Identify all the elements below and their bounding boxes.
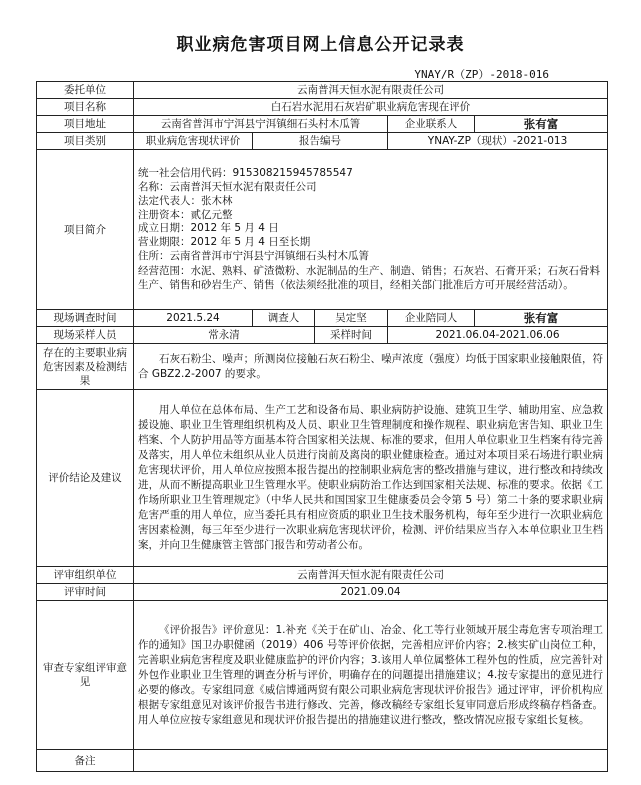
hazards-text: 石灰石粉尘、噪声；所测岗位接触石灰石粉尘、噪声浓度（强度）均低于国家职业接触限值，符合 GBZ2.2-2007 的要求。 (138, 352, 604, 380)
value-remark (134, 750, 608, 772)
document-title: 职业病危害项目网上信息公开记录表 (176, 35, 465, 55)
value-project-address: 云南省普洱市宁洱县宁洱镇细石头村木瓜箐 (134, 116, 388, 133)
row-review-opinion (37, 601, 608, 750)
value-sampling-time: 2021.06.04-2021.06.06 (388, 327, 608, 344)
row-review-time (37, 584, 608, 601)
label-intro: 项目简介 (37, 150, 134, 310)
value-client: 云南普洱天恒水泥有限责任公司 (134, 82, 608, 99)
label-review-unit: 评审组织单位 (37, 567, 134, 584)
value-survey-time: 2021.5.24 (134, 310, 253, 327)
value-review-opinion (134, 601, 608, 750)
row-sampling (37, 327, 608, 344)
disclosure-record-table (36, 81, 608, 772)
intro-line: 住所：云南省普洱市宁洱县宁洱镇细石头村木瓜箐 (138, 249, 369, 262)
intro-line: 名称：云南普洱天恒水泥有限责任公司 (138, 181, 317, 193)
value-escort: 张有富 (475, 310, 608, 327)
label-project-address: 项目地址 (37, 116, 134, 133)
value-contact: 张有富 (475, 116, 608, 133)
row-review-unit (37, 567, 608, 584)
intro-line: 营业期限：2012 年 5 月 4 日至长期 (138, 236, 311, 249)
value-category: 职业病危害现状评价 (134, 133, 253, 150)
intro-line: 统一社会信用代码：915308215945785547 (138, 167, 353, 180)
value-hazards (134, 344, 608, 390)
value-review-time: 2021.09.04 (134, 584, 608, 601)
label-review-opinion: 审查专家组评审意见 (37, 601, 134, 750)
label-category: 项目类别 (37, 133, 134, 150)
label-project-name: 项目名称 (37, 99, 134, 116)
row-project-name (37, 99, 608, 116)
value-report-no: YNAY-ZP（现状）-2021-013 (388, 133, 608, 150)
row-project-address (37, 116, 608, 133)
row-intro (37, 150, 608, 310)
value-investigator: 吴定坚 (315, 310, 388, 327)
label-client: 委托单位 (37, 82, 134, 99)
value-project-name: 白石岩水泥用石灰岩矿职业病危害现在评价 (134, 99, 608, 116)
intro-business-scope: 经营范围：水泥、熟料、矿渣微粉、水泥制品的生产、制造、销售；石灰岩、石膏开采；石灰石骨料生产、销售和砂岩生产、销售（依法须经批准的项目，经相关部门批准后方可开展经营活动）。 (138, 264, 600, 291)
label-sampling-time: 采样时间 (315, 327, 388, 344)
label-report-no: 报告编号 (253, 133, 388, 150)
intro-line: 注册资本：贰亿元整 (138, 208, 233, 221)
value-intro (134, 150, 608, 310)
row-category (37, 133, 608, 150)
conclusion-text: 用人单位在总体布局、生产工艺和设备布局、职业病防护设施、建筑卫生学、辅助用室、应急救援设施、职业卫生管理组织机构及人员、职业卫生管理制度和操作规程、职业病危害告知、职业卫生档案、个人防护用品等方面基本符合国家相关法规、标准的要求，但用人单位职业卫生档案有待完善及落实，用人单位未组织从业人员进行岗前及离岗的职业健康检查。通过对本项目采石场进行职业病危害现状评价，用人单位应按照本报告提出的控制职业病危害的整改措施与建议，进行整改和持续改进，从而不断提高职业卫生管理水平。使职业病防治工作达到国家相关法规、标准的要求。依据《工作场所职业卫生管理规定》（中华人民共和国国家卫生健康委员会令第 5 号）第二十条的要求职业病危害严重的用人单位，应当委托具有相应资质的职业卫生技术服务机构，每年至少进行一次职业病危害因素检测，每三年至少进行一次职业病危害现状评价，检测、评价结果应当存入本单位职业卫生档案，并向卫生健康管主管部门报告和劳动者公布。 (138, 404, 604, 551)
label-investigator: 调查人 (253, 310, 315, 327)
review-opinion-text: 《评价报告》评价意见：1.补充《关于在矿山、冶金、化工等行业领域开展尘毒危害专项治理工作的通知》国卫办职健函（2019）406 号等评价依据，完善相应评价内容；2.核实矿山岗位工种，完善职业病危害程度及职业健康监护的评价内容；3.该用人单位属整体工程外包的性质，应完善针对外包作业职业卫生管理的调查分析与评价，明确存在的问题提出措施建议；4.按专家提出的意见进行必要的修改。专家组同意《威信博通两贸有限公司职业病危害现状评价报告》通过评审，评价机构应根据专家组意见对该评价报告书进行修改、完善，修改稿经专家组长复审同意后形成终稿存档备查。用人单位应按专家组意见和现状评价报告提出的措施建议进行整改，整改情况应报专家组长复核。 (138, 623, 604, 726)
label-conclusion: 评价结论及建议 (37, 390, 134, 567)
label-remark: 备注 (37, 750, 134, 772)
label-sampler: 现场采样人员 (37, 327, 134, 344)
label-hazards: 存在的主要职业病危害因素及检测结果 (37, 344, 134, 390)
label-contact: 企业联系人 (388, 116, 475, 133)
value-review-unit: 云南普洱天恒水泥有限责任公司 (134, 567, 608, 584)
row-hazards (37, 344, 608, 390)
value-sampler: 常永清 (134, 327, 315, 344)
intro-line: 成立日期：2012 年 5 月 4 日 (138, 222, 279, 235)
label-review-time: 评审时间 (37, 584, 134, 601)
label-survey-time: 现场调查时间 (37, 310, 134, 327)
document-code: YNAY/R（ZP）-2018-016 (414, 68, 549, 81)
row-conclusion (37, 390, 608, 567)
label-escort: 企业陪同人 (388, 310, 475, 327)
value-conclusion (134, 390, 608, 567)
row-client (37, 82, 608, 99)
row-remark (37, 750, 608, 772)
intro-line: 法定代表人：张木林 (138, 194, 233, 207)
row-survey (37, 310, 608, 327)
